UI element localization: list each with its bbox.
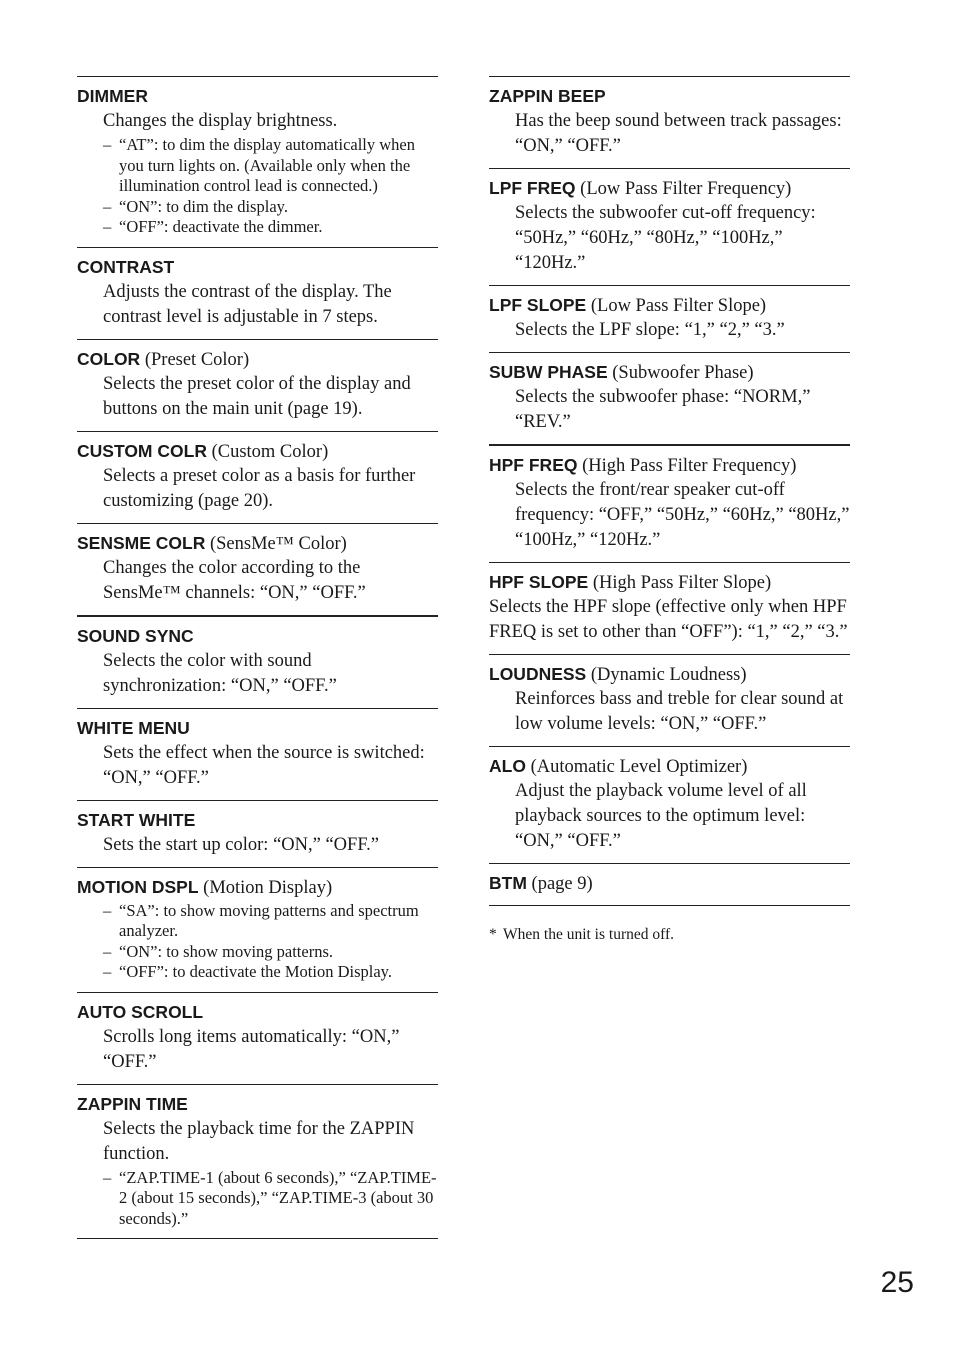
entry-btm <box>489 863 850 906</box>
left-column <box>77 76 438 1239</box>
entry-description: Reinforces bass and treble for clear sound at low volume levels: “ON,” “OFF.” <box>515 689 844 734</box>
entry-heading <box>77 1092 438 1117</box>
footnote-text: When the unit is turned off. <box>503 926 675 943</box>
option-list <box>77 135 438 238</box>
option-item: – “ON”: to show moving patterns. <box>103 942 438 963</box>
entry-description: Selects the subwoofer cut-off frequency: “50Hz,” “60Hz,” “80Hz,” “100Hz,” “120Hz.” <box>515 203 816 273</box>
entry-description: Sets the effect when the source is switched: “ON,” “OFF.” <box>103 742 425 788</box>
option-list <box>77 1168 438 1230</box>
entry-heading <box>77 808 438 833</box>
entry-heading <box>489 360 850 385</box>
entry-heading <box>489 176 850 201</box>
entry-heading <box>489 293 850 318</box>
entry-gloss: (Subwoofer Phase) <box>607 363 754 383</box>
entry-gloss: (Preset Color) <box>140 349 250 370</box>
entry-heading <box>77 875 438 900</box>
entry-gloss: (Motion Display) <box>198 877 333 898</box>
entry-gloss: (High Pass Filter Slope) <box>588 573 772 593</box>
footnote-mark: * <box>489 926 497 943</box>
entry-heading <box>489 84 850 109</box>
entry-heading <box>489 453 850 478</box>
entry-start-white <box>77 800 438 867</box>
entry-term: START WHITE <box>77 809 196 830</box>
entry-white-menu <box>77 708 438 800</box>
entry-term: MOTION DSPL <box>77 876 199 897</box>
entry-description: Adjust the playback volume level of all playback sources to the optimum level: “ON,” “OFF.” <box>515 781 807 851</box>
option-list <box>77 901 438 983</box>
entry-description: Has the beep sound between track passages: “ON,” “OFF.” <box>515 111 842 156</box>
entry-heading <box>77 84 438 109</box>
entry-gloss: (Dynamic Loudness) <box>586 665 747 685</box>
entry-gloss: (Automatic Level Optimizer) <box>525 757 748 777</box>
right-column <box>489 76 850 945</box>
entry-term: LPF FREQ <box>489 178 576 198</box>
entry-gloss: (page 9) <box>526 874 593 894</box>
entry-description: Changes the color according to the SensMe™ channels: “ON,” “OFF.” <box>103 557 366 603</box>
entry-term: LOUDNESS <box>489 664 587 684</box>
entry-heading <box>77 255 438 280</box>
entry-lpf-slope <box>489 285 850 352</box>
entry-term: DIMMER <box>77 86 148 106</box>
entry-heading <box>77 1000 438 1025</box>
option-item: – “OFF”: to deactivate the Motion Display. <box>103 962 438 983</box>
option-item: – “OFF”: deactivate the dimmer. <box>103 217 438 238</box>
entry-color <box>77 339 438 431</box>
entry-heading <box>489 754 850 779</box>
entry-zappin-time <box>77 1084 438 1240</box>
entry-auto-scroll <box>77 992 438 1084</box>
entry-description: Selects the preset color of the display and buttons on the main unit (page 19). <box>103 373 411 419</box>
entry-term: ZAPPIN BEEP <box>489 86 606 106</box>
entry-heading <box>77 347 438 372</box>
entry-term: CUSTOM COLR <box>77 440 207 461</box>
entry-term: LPF SLOPE <box>489 295 587 315</box>
option-item: – “ON”: to dim the display. <box>103 197 438 218</box>
option-item: – “SA”: to show moving patterns and spectrum analyzer. <box>103 901 438 942</box>
entry-heading <box>77 439 438 464</box>
entry-term: ZAPPIN TIME <box>77 1093 188 1114</box>
entry-lpf-freq <box>489 168 850 285</box>
entry-description: Selects the playback time for the ZAPPIN function. <box>103 1118 415 1164</box>
entry-dimmer <box>77 76 438 247</box>
entry-term: CONTRAST <box>77 256 175 277</box>
entry-description: Sets the start up color: “ON,” “OFF.” <box>103 834 379 855</box>
entry-term: HPF SLOPE <box>489 572 589 592</box>
entry-term: ALO <box>489 756 526 776</box>
entry-gloss: (SensMe™ Color) <box>205 533 347 554</box>
entry-term: COLOR <box>77 348 141 369</box>
entry-gloss: (Low Pass Filter Frequency) <box>575 179 792 199</box>
entry-description: Selects a preset color as a basis for further customizing (page 20). <box>103 465 416 511</box>
entry-hpf-slope <box>489 562 850 654</box>
entry-heading <box>489 871 850 896</box>
option-item: – “ZAP.TIME-1 (about 6 seconds),” “ZAP.TIME-2 (about 15 seconds),” “ZAP.TIME-3 (about 30 seconds).” <box>103 1168 438 1230</box>
entry-gloss: (Custom Color) <box>206 441 329 462</box>
entry-sound-sync <box>77 615 438 708</box>
entry-term: WHITE MENU <box>77 717 190 738</box>
entry-term: SUBW PHASE <box>489 362 608 382</box>
entry-description: Scrolls long items automatically: “ON,” “OFF.” <box>103 1026 400 1072</box>
entry-heading <box>77 624 438 649</box>
entry-loudness <box>489 654 850 746</box>
entry-motion-dspl <box>77 867 438 992</box>
page-number: 25 <box>880 1266 914 1299</box>
entry-term: AUTO SCROLL <box>77 1001 204 1022</box>
entry-heading <box>77 531 438 556</box>
entry-description: Selects the color with sound synchronization: “ON,” “OFF.” <box>103 650 337 696</box>
entry-gloss: (High Pass Filter Frequency) <box>577 456 797 476</box>
entry-heading <box>77 716 438 741</box>
entry-description: Selects the front/rear speaker cut-off frequency: “OFF,” “50Hz,” “60Hz,” “80Hz,” “100Hz,” “120Hz.” <box>515 480 850 550</box>
entry-alo <box>489 746 850 863</box>
entry-subw-phase <box>489 352 850 444</box>
entry-term: BTM <box>489 873 527 893</box>
entry-custom-colr <box>77 431 438 523</box>
entry-heading <box>489 570 850 595</box>
entry-hpf-freq <box>489 444 850 562</box>
entry-description: Selects the subwoofer phase: “NORM,” “REV.” <box>515 387 811 432</box>
footnote <box>489 925 850 945</box>
entry-description: Changes the display brightness. <box>103 111 338 131</box>
entry-term: HPF FREQ <box>489 455 578 475</box>
entry-description: Selects the LPF slope: “1,” “2,” “3.” <box>515 320 785 340</box>
option-item: – “AT”: to dim the display automatically when you turn lights on. (Available only when the illumination control lead is connected.) <box>103 135 438 197</box>
entry-contrast <box>77 247 438 339</box>
entry-sensme-colr <box>77 523 438 615</box>
entry-heading <box>489 662 850 687</box>
entry-gloss: (Low Pass Filter Slope) <box>586 296 767 316</box>
entry-term: SOUND SYNC <box>77 625 194 646</box>
entry-description: Adjusts the contrast of the display. The contrast level is adjustable in 7 steps. <box>103 281 392 327</box>
entry-zappin-beep <box>489 76 850 168</box>
entry-description: Selects the HPF slope (effective only when HPF FREQ is set to other than “OFF”): “1,” “2,” “3.” <box>489 597 848 642</box>
entry-term: SENSME COLR <box>77 532 206 553</box>
